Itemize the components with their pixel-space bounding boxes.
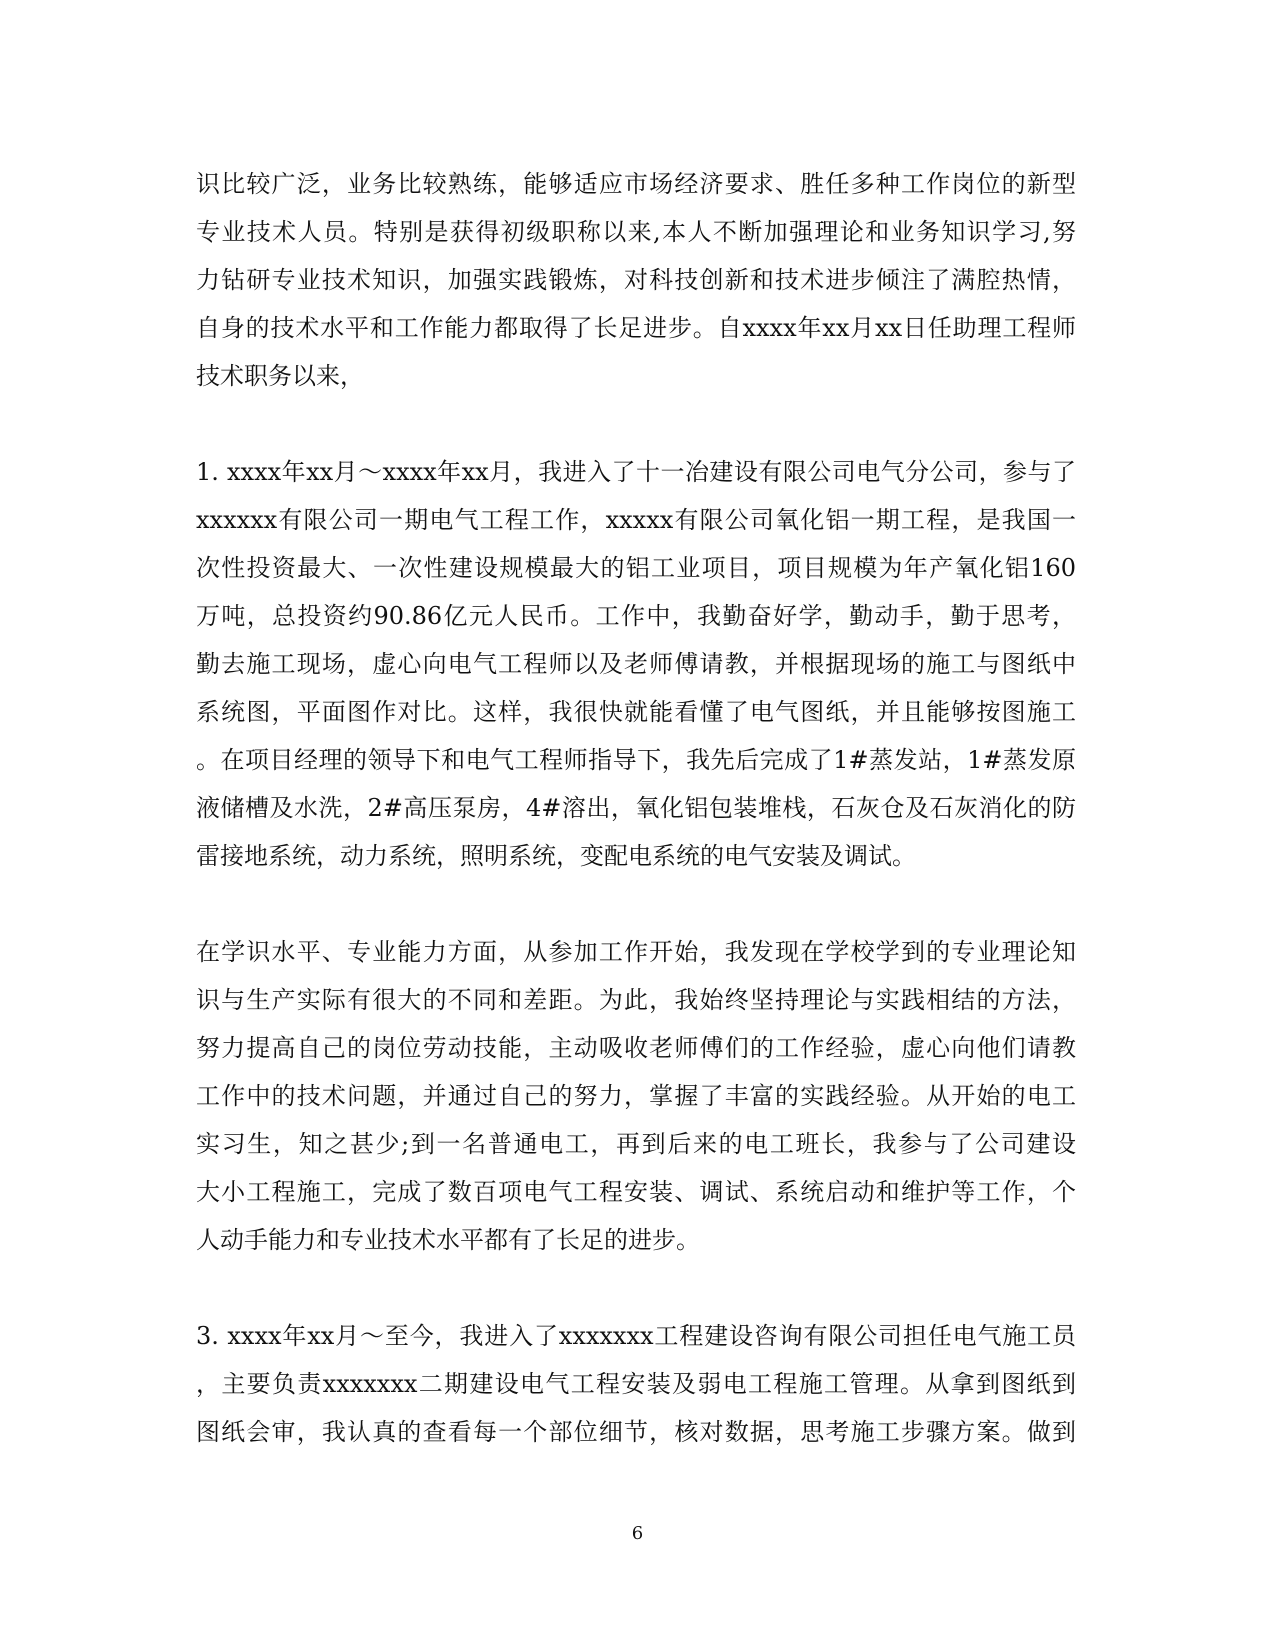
paragraph-1 xyxy=(196,160,1076,400)
text-line: 万吨，总投资约90.86亿元人民币。工作中，我勤奋好学，勤动手，勤于思考， xyxy=(196,602,1076,630)
text-line: 识比较广泛，业务比较熟练，能够适应市场经济要求、胜任多种工作岗位的新型 xyxy=(196,170,1076,198)
text-line: 专业技术人员。特别是获得初级职称以来,本人不断加强理论和业务知识学习,努 xyxy=(196,218,1076,246)
text-line: 识与生产实际有很大的不同和差距。为此，我始终坚持理论与实践相结的方法， xyxy=(196,986,1076,1014)
page-number: 6 xyxy=(631,1523,644,1544)
body-text xyxy=(196,160,1076,1504)
text-line: 在学识水平、专业能力方面，从参加工作开始，我发现在学校学到的专业理论知 xyxy=(196,938,1076,966)
paragraph-2 xyxy=(196,448,1076,880)
text-line: 系统图，平面图作对比。这样，我很快就能看懂了电气图纸，并且能够按图施工 xyxy=(196,698,1076,726)
text-line: 工作中的技术问题，并通过自己的努力，掌握了丰富的实践经验。从开始的电工 xyxy=(196,1082,1076,1110)
text-line: 勤去施工现场，虚心向电气工程师以及老师傅请教，并根据现场的施工与图纸中 xyxy=(196,650,1076,678)
text-line: 自身的技术水平和工作能力都取得了长足进步。自xxxx年xx月xx日任助理工程师 xyxy=(196,314,1076,342)
text-line: 雷接地系统，动力系统，照明系统，变配电系统的电气安装及调试。 xyxy=(196,842,916,870)
text-line: 大小工程施工，完成了数百项电气工程安装、调试、系统启动和维护等工作，个 xyxy=(196,1178,1076,1206)
text-line: 力钻研专业技术知识，加强实践锻炼，对科技创新和技术进步倾注了满腔热情， xyxy=(196,266,1076,294)
text-line: 次性投资最大、一次性建设规模最大的铝工业项目，项目规模为年产氧化铝160 xyxy=(196,554,1076,582)
text-line: 3. xxxx年xx月～至今，我进入了xxxxxxx工程建设咨询有限公司担任电气施工员 xyxy=(196,1322,1076,1350)
text-line: 实习生，知之甚少;到一名普通电工，再到后来的电工班长，我参与了公司建设 xyxy=(196,1130,1076,1158)
text-line: 图纸会审，我认真的查看每一个部位细节，核对数据，思考施工步骤方案。做到 xyxy=(196,1418,1076,1446)
text-line: 人动手能力和专业技术水平都有了长足的进步。 xyxy=(196,1226,700,1254)
text-line: ，主要负责xxxxxxx二期建设电气工程安装及弱电工程施工管理。从拿到图纸到 xyxy=(196,1370,1076,1398)
text-line: 努力提高自己的岗位劳动技能，主动吸收老师傅们的工作经验，虚心向他们请教 xyxy=(196,1034,1076,1062)
text-line: 液储槽及水洗，2#高压泵房，4#溶出，氧化铝包装堆栈，石灰仓及石灰消化的防 xyxy=(196,794,1076,822)
paragraph-4 xyxy=(196,1312,1076,1456)
text-line: 1. xxxx年xx月～xxxx年xx月，我进入了十一冶建设有限公司电气分公司，参与了 xyxy=(196,458,1076,486)
text-line: xxxxxx有限公司一期电气工程工作，xxxxx有限公司氧化铝一期工程，是我国一 xyxy=(196,506,1076,534)
text-line: 技术职务以来， xyxy=(196,362,364,390)
text-line: 。在项目经理的领导下和电气工程师指导下，我先后完成了1#蒸发站，1#蒸发原 xyxy=(196,746,1076,774)
paragraph-3 xyxy=(196,928,1076,1264)
